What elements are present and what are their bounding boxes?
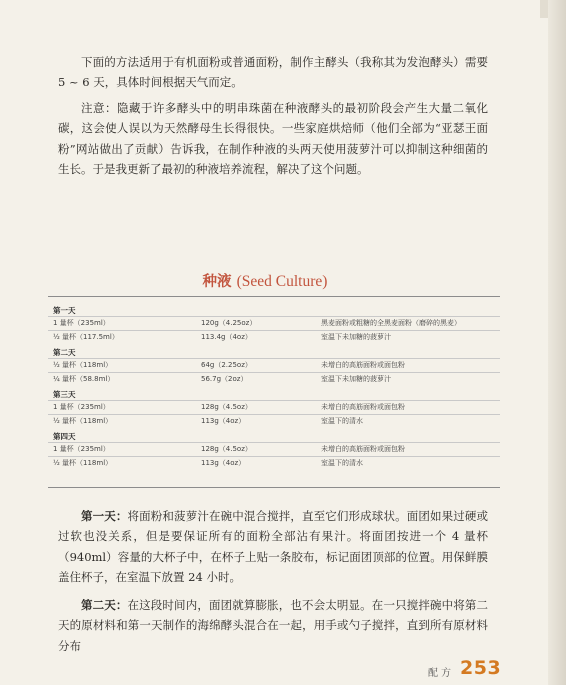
day-title: 第一天 xyxy=(53,306,76,315)
step-day-1-lead: 第一天： xyxy=(81,509,128,523)
volume-cell: ½ 量杯（118ml） xyxy=(53,361,113,369)
page-edge-shadow xyxy=(548,0,566,685)
volume-cell: ¼ 量杯（58.8ml） xyxy=(53,374,115,383)
table-title-cn: 种液 xyxy=(202,274,232,290)
step-day-2-lead: 第二天： xyxy=(81,598,128,612)
intro-paragraph-1: 下面的方法适用于有机面粉或普通面粉，制作主酵头（我称其为发泡酵头）需要 5 ~ 6 天，具体时间根据天气而定。 xyxy=(58,55,488,90)
weight-cell: 128g（4.5oz） xyxy=(201,445,252,453)
volume-cell: ½ 量杯（118ml） xyxy=(53,416,113,425)
day-title: 第四天 xyxy=(53,432,76,441)
day-block-1 xyxy=(48,305,500,343)
volume-cell: 1 量杯（235ml） xyxy=(53,445,110,453)
weight-cell: 120g（4.25oz） xyxy=(201,319,257,327)
weight-cell: 56.7g（2oz） xyxy=(201,374,248,383)
step-day-1-paragraph xyxy=(58,506,488,588)
table-title xyxy=(60,270,470,291)
day-title: 第三天 xyxy=(53,390,76,399)
table-row xyxy=(48,330,500,344)
day-block-2 xyxy=(48,347,500,385)
volume-cell: ½ 量杯（118ml） xyxy=(53,458,113,467)
table-row xyxy=(48,414,500,428)
ingredient-cell: 黑麦面粉或粗糖的全黑麦面粉（磨碎的黑麦） xyxy=(321,319,461,327)
ingredient-cell: 未增白的高筋面粉或面包粉 xyxy=(321,445,405,453)
table-row xyxy=(48,372,500,386)
intro-paragraph-2: 注意：隐藏于许多酵头中的明串珠菌在种液酵头的最初阶段会产生大量二氧化碳，这会使人误以为天然酵母生长得很快。一些家庭烘焙师（他们全部为“亚瑟王面粉”网站做出了贡献）告诉我，在制作种液的头两天使用菠萝汁可以抑制这种细菌的生长。于是我更新了最初的种液培养流程，解决了这个问题。 xyxy=(58,101,488,177)
table-row xyxy=(48,316,500,330)
weight-cell: 128g（4.5oz） xyxy=(201,403,252,411)
volume-cell: 1 量杯（235ml） xyxy=(53,403,110,411)
step-day-2-text: 在这段时间内，面团就算膨胀，也不会太明显。在一只搅拌碗中将第二天的原材料和第一天制作的海绵酵头混合在一起，用手或勺子搅拌，直到所有原材料分布 xyxy=(58,598,488,653)
page-footer xyxy=(420,658,520,682)
weight-cell: 113g（4oz） xyxy=(201,458,246,467)
table-row xyxy=(48,358,500,372)
table-row xyxy=(48,442,500,456)
step-day-1-text: 将面粉和菠萝汁在碗中混合搅拌，直至它们形成球状。面团如果过硬或过软也没关系，但是要保证所有的面粉全部沾有果汁。将面团按进一个 4 量杯（940ml）容量的大杯子中，在杯子上贴一条胶布，标记面团顶部的位置。用保鲜膜盖住杯子，在室温下放置 24 小时。 xyxy=(58,509,488,585)
page-number: 253 xyxy=(460,657,502,679)
weight-cell: 113.4g（4oz） xyxy=(201,332,252,341)
ingredient-cell: 未增白的高筋面粉或面包粉 xyxy=(321,403,405,411)
table-row xyxy=(48,400,500,414)
table-row xyxy=(48,456,500,470)
step-day-2-paragraph xyxy=(58,595,488,653)
day-block-3 xyxy=(48,389,500,427)
day-block-4 xyxy=(48,431,500,469)
section-name: 配方 xyxy=(428,668,454,679)
ingredient-cell: 室温下的清水 xyxy=(321,416,363,425)
ingredient-cell: 室温下的清水 xyxy=(321,458,363,467)
seed-culture-table xyxy=(48,296,500,488)
ingredient-cell: 室温下未加糖的菠萝汁 xyxy=(321,374,391,383)
day-title: 第二天 xyxy=(53,348,76,357)
weight-cell: 113g（4oz） xyxy=(201,416,246,425)
weight-cell: 64g（2.25oz） xyxy=(201,361,252,369)
ingredient-cell: 室温下未加糖的菠萝汁 xyxy=(321,332,391,341)
volume-cell: 1 量杯（235ml） xyxy=(53,319,110,327)
volume-cell: ½ 量杯（117.5ml） xyxy=(53,332,119,341)
table-title-en: (Seed Culture) xyxy=(236,273,328,290)
ingredient-cell: 未增白的高筋面粉或面包粉 xyxy=(321,361,405,369)
